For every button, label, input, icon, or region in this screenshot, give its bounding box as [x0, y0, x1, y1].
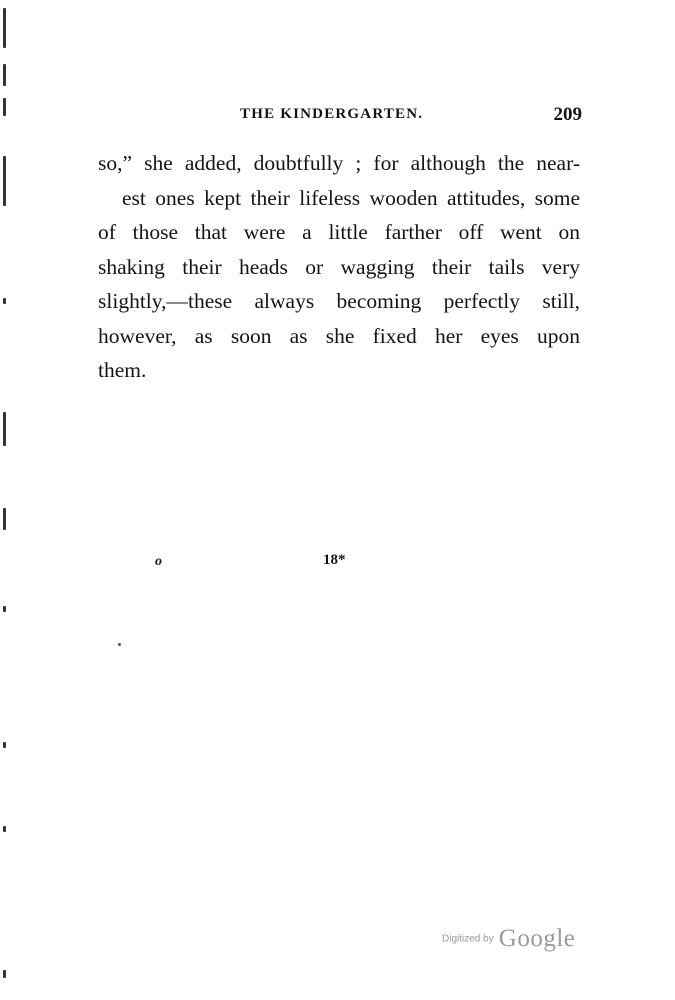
- text-line: however, as soon as she fixed her eyes upon: [98, 323, 580, 348]
- text-line: them.: [98, 358, 147, 382]
- dust-speck: [118, 643, 121, 646]
- scan-edge-mark: [3, 98, 6, 116]
- scan-edge-mark: [3, 8, 6, 48]
- body-paragraph: [98, 146, 580, 388]
- text-line: slightly,—these always becoming perfectly still,: [98, 289, 580, 313]
- running-title: THE KINDERGARTEN.: [240, 106, 424, 122]
- text-line: of those that were a little farther off went on: [98, 220, 580, 244]
- text-line: est ones kept their lifeless wooden attitudes, some: [122, 185, 580, 210]
- text-line: so,” she added, doubtfully ; for although the near-: [98, 151, 580, 175]
- scan-edge-mark: [3, 64, 6, 86]
- signature-mark: o: [155, 554, 162, 569]
- google-logo: Google: [498, 925, 576, 952]
- signature-number: 18*: [323, 552, 346, 568]
- text-line: shaking their heads or wagging their tails very: [98, 254, 580, 279]
- scan-edge-mark: [3, 826, 6, 832]
- printer-signature: [155, 552, 355, 572]
- scan-edge-mark: [3, 412, 6, 446]
- page-number: 209: [553, 104, 582, 125]
- scan-edge-mark: [3, 742, 6, 748]
- scan-edge-mark: [3, 606, 6, 612]
- scan-edge-mark: [3, 298, 6, 304]
- scan-edge-mark: [3, 508, 6, 530]
- watermark-prefix: Digitized by: [442, 933, 494, 945]
- scan-edge-mark: [3, 156, 6, 206]
- digitized-watermark: [442, 925, 575, 953]
- running-head: [98, 106, 582, 130]
- scan-edge-mark: [3, 970, 6, 978]
